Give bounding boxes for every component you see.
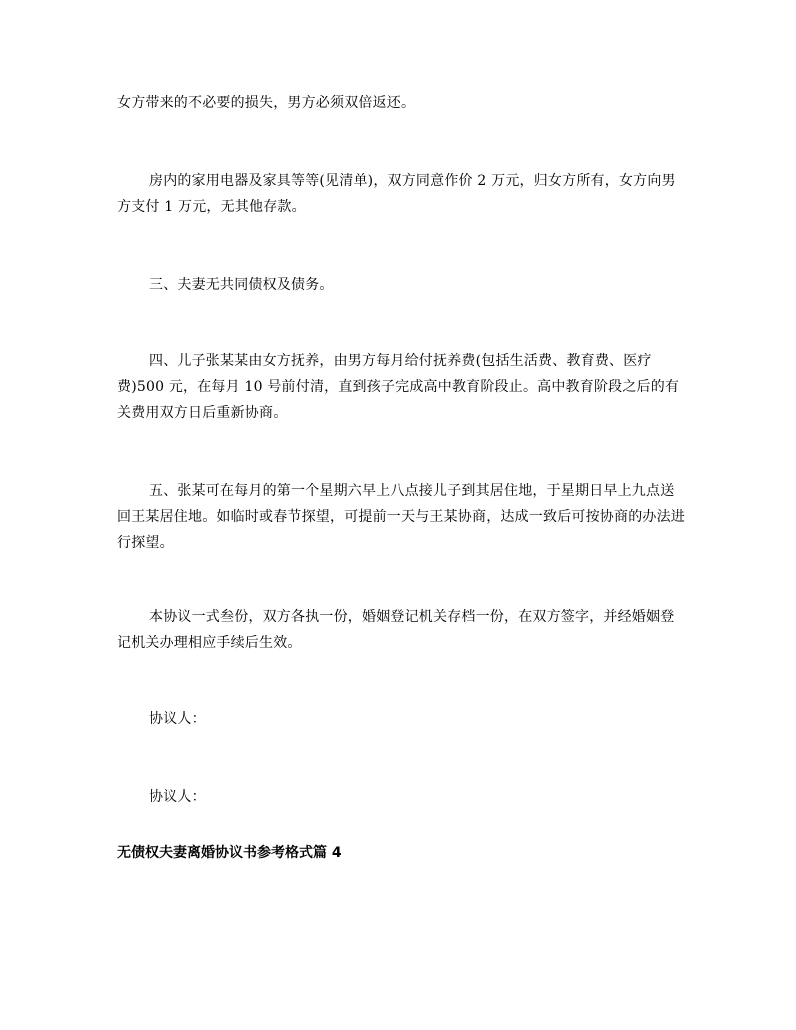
paragraph-section-three: 三、夫妻无共同债权及债务。 <box>149 277 334 293</box>
paragraph-continuation: 女方带来的不必要的损失，男方必须双倍返还。 <box>117 95 416 111</box>
section-heading: 无债权夫妻离婚协议书参考格式篇 4 <box>117 845 342 861</box>
signature-line-1: 协议人： <box>149 711 206 727</box>
paragraph-section-five: 五、张某可在每月的第一个星期六早上八点接儿子到其居住地，于星期日早上九点送回王某居住地。如临时或春节探望，可提前一天与王某协商，达成一致后可按协商的办法进行探望。 <box>117 483 685 551</box>
paragraph-effectiveness: 本协议一式叁份，双方各执一份，婚姻登记机关存档一份，在双方签字，并经婚姻登记机关办理相应手续后生效。 <box>117 609 675 651</box>
paragraph-section-four: 四、儿子张某某由女方抚养，由男方每月给付抚养费(包括生活费、教育费、医疗费)500 元，在每月 10 号前付清，直到孩子完成高中教育阶段止。高中教育阶段之后的有关费用双方日后重新协商。 <box>117 353 680 421</box>
paragraph-appliances: 房内的家用电器及家具等等(见清单)，双方同意作价 2 万元，归女方所有，女方向男方支付 1 万元，无其他存款。 <box>117 173 676 215</box>
signature-line-2: 协议人： <box>149 789 206 805</box>
